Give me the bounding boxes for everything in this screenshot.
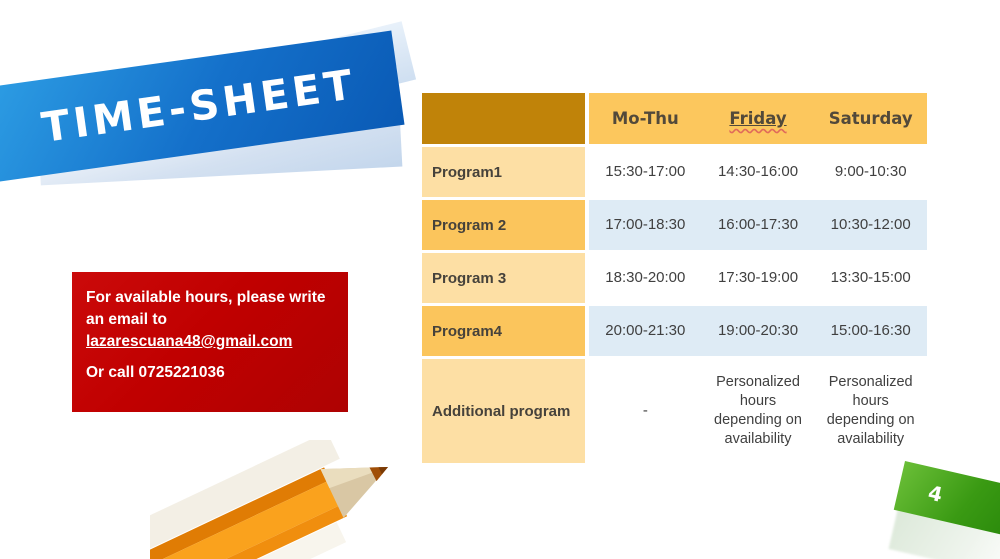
table-row — [589, 306, 927, 356]
pencil-icon — [150, 440, 410, 559]
table-header-row — [589, 93, 927, 144]
cell-additional-friday: Personalized hours depending on availability — [714, 374, 802, 447]
cell-program2-mothu: 17:00-18:30 — [605, 216, 686, 234]
column-header-saturday: Saturday — [828, 109, 913, 128]
cell-program3-mothu: 18:30-20:00 — [605, 269, 686, 287]
cell-program2-friday: 16:00-17:30 — [717, 216, 799, 234]
cell-program1-mothu: 15:30-17:00 — [605, 163, 686, 181]
cell-program2-saturday: 10:30-12:00 — [830, 216, 911, 234]
cell-program4-saturday: 15:00-16:30 — [830, 322, 911, 340]
page-number: 4 — [925, 480, 945, 507]
row-label-program2: Program 2 — [422, 200, 585, 250]
page-title: TIME-SHEET — [38, 59, 360, 152]
table-row — [589, 359, 927, 463]
column-header-mo-thu: Mo-Thu — [611, 109, 679, 128]
table-corner-cell — [422, 93, 585, 144]
row-label-additional-program: Additional program — [422, 359, 585, 463]
cell-program1-friday: 14:30-16:00 — [717, 163, 799, 181]
cell-program4-friday: 19:00-20:30 — [717, 322, 799, 340]
contact-info-box — [72, 272, 348, 412]
row-label-program3: Program 3 — [422, 253, 585, 303]
phone-text: Or call 0725221036 — [86, 364, 225, 381]
cell-program3-friday: 17:30-19:00 — [717, 269, 799, 287]
contact-text: For available hours, please write an email to — [86, 289, 326, 328]
row-label-program4: Program4 — [422, 306, 585, 356]
cell-program3-saturday: 13:30-15:00 — [830, 269, 911, 287]
column-header-friday: Friday — [729, 109, 787, 128]
row-label-program1: Program1 — [422, 147, 585, 197]
table-row — [589, 253, 927, 303]
table-row — [589, 200, 927, 250]
cell-additional-saturday: Personalized hours depending on availability — [826, 374, 915, 447]
table-row — [589, 147, 927, 197]
cell-additional-mothu: - — [642, 402, 648, 420]
cell-program1-saturday: 9:00-10:30 — [834, 163, 907, 181]
email-link[interactable]: lazarescuana48@gmail.com — [86, 333, 293, 350]
timesheet-table — [422, 93, 927, 463]
cell-program4-mothu: 20:00-21:30 — [605, 322, 686, 340]
